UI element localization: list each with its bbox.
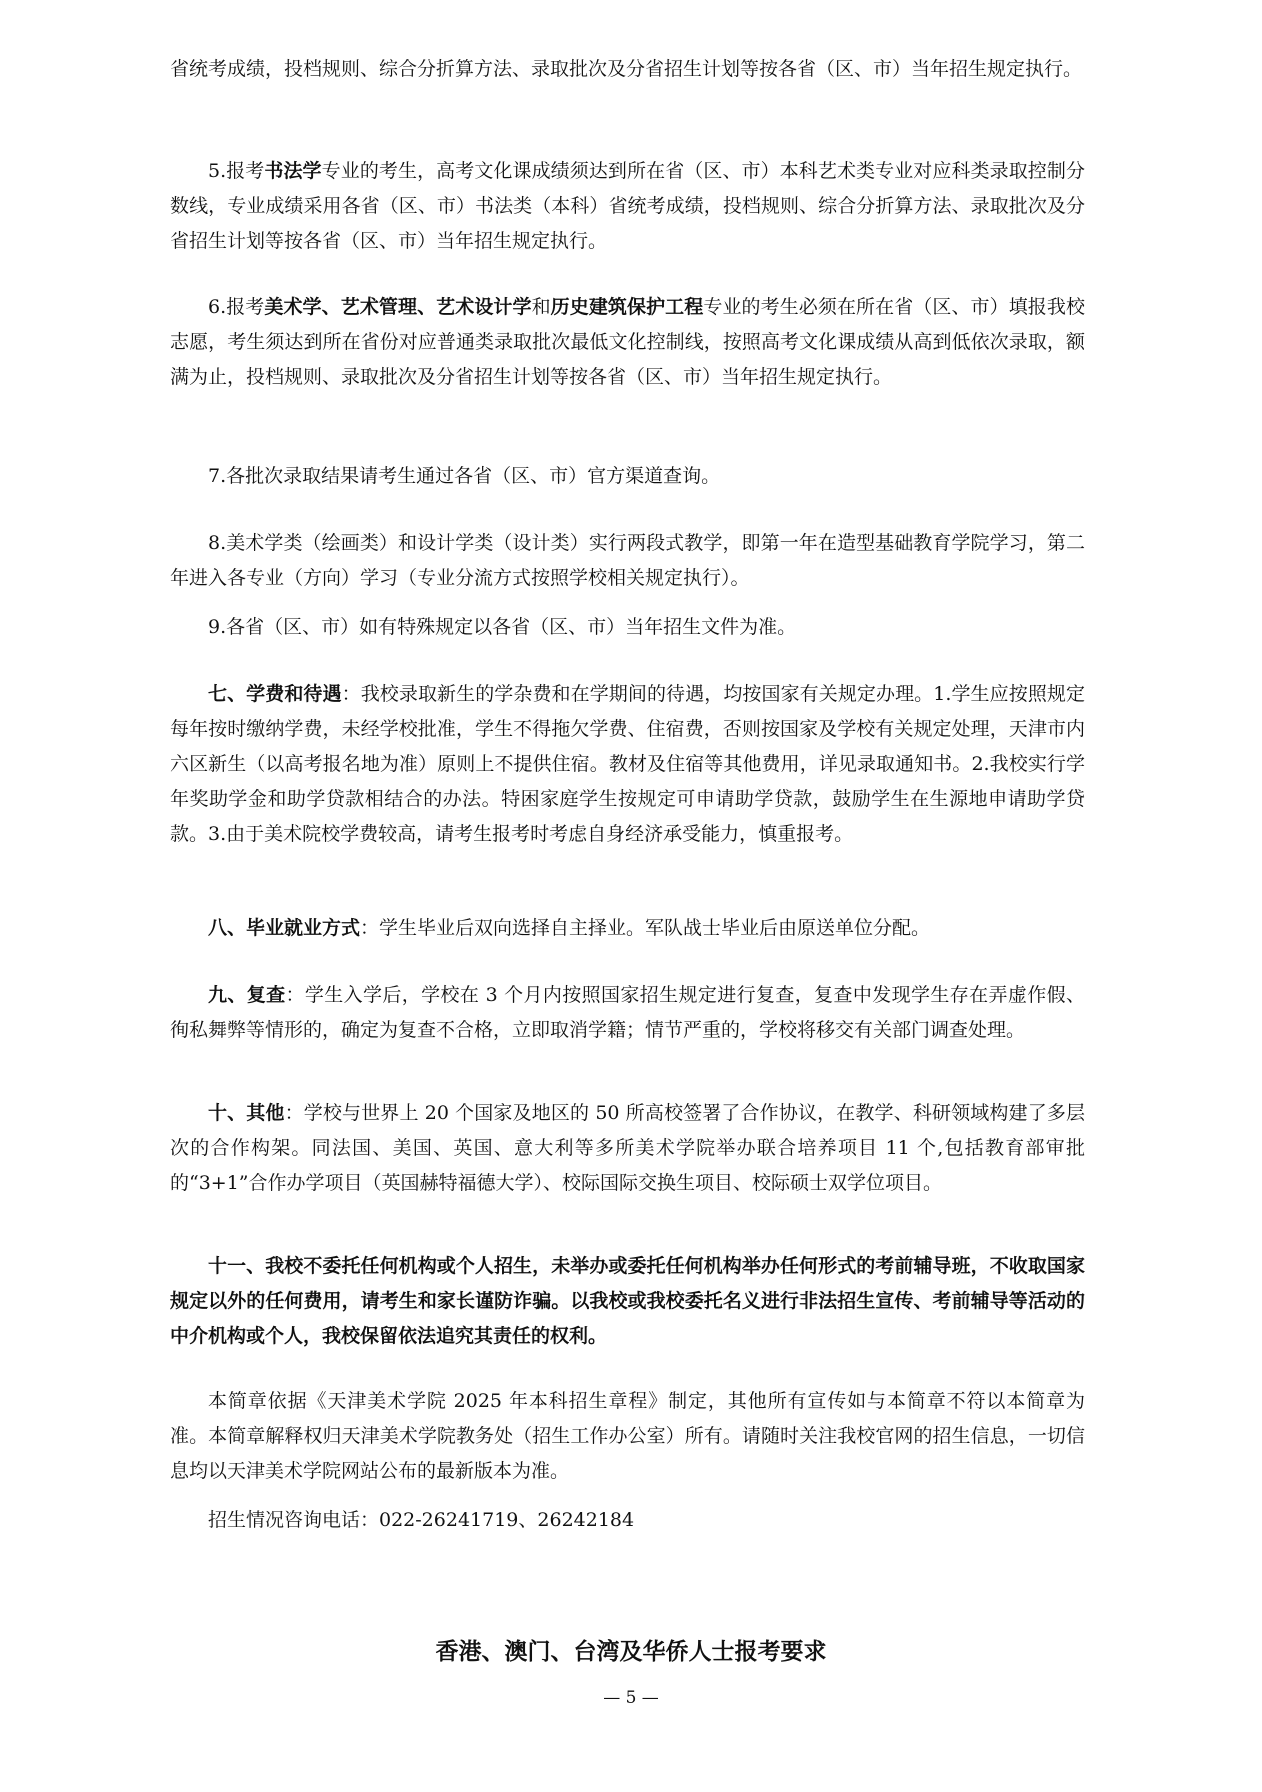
section-text: ：学生入学后，学校在 3 个月内按照国家招生规定进行复查，复查中发现学生存在弄虚作假、徇私舞弊等情形的，确定为复查不合格，立即取消学籍；情节严重的，学校将移交有关部门调查处理。 <box>170 984 1085 1041</box>
paragraph-text: 本简章依据《天津美术学院 2025 年本科招生章程》制定，其他所有宣传如与本简章不符以本简章为准。本简章解释权归天津美术学院教务处（招生工作办公室）所有。请随时关注我校官网的招生信息，一切信息均以天津美术学院网站公布的最新版本为准。 <box>170 1390 1085 1482</box>
section-employment <box>170 911 1085 946</box>
paragraph-note <box>170 1384 1085 1489</box>
paragraph-item-6 <box>170 290 1085 395</box>
paragraph-continuation <box>170 52 1085 87</box>
paragraph-text: 7.各批次录取结果请考生通过各省（区、市）官方渠道查询。 <box>208 465 721 487</box>
section-review <box>170 978 1085 1048</box>
section-tuition <box>170 677 1085 852</box>
section-anti-fraud <box>170 1249 1085 1354</box>
section-heading: 九、复查 <box>208 984 286 1006</box>
major-names-group: 美术学、艺术管理、艺术设计学 <box>264 296 532 318</box>
section-text: ：学生毕业后双向选择自主择业。军队战士毕业后由原送单位分配。 <box>360 917 931 939</box>
section-title: 香港、澳门、台湾及华侨人士报考要求 <box>435 1639 827 1665</box>
item-prefix: 6.报考 <box>208 296 265 318</box>
paragraph-item-5 <box>170 154 1085 259</box>
section-text: ：我校录取新生的学杂费和在学期间的待遇，均按国家有关规定办理。1.学生应按照规定每年按时缴纳学费，未经学校批准，学生不得拖欠学费、住宿费，否则按国家及学校有关规定处理，天津市内六区新生（以高考报名地为准）原则上不提供住宿。教材及住宿等其他费用，详见录取通知书。2.我校实行学年奖助学金和助学贷款相结合的办法。特困家庭学生按规定可申请助学贷款，鼓励学生在生源地申请助学贷款。3.由于美术院校学费较高，请考生报考时考虑自身经济承受能力，慎重报考。 <box>170 683 1085 845</box>
major-name-architecture: 历史建筑保护工程 <box>550 296 704 318</box>
paragraph-item-9 <box>170 610 1085 645</box>
paragraph-text: 9.各省（区、市）如有特殊规定以各省（区、市）当年招生文件为准。 <box>208 616 797 638</box>
major-name-calligraphy: 书法学 <box>264 160 322 182</box>
paragraph-item-7 <box>170 459 1085 494</box>
connector-text: 和 <box>531 296 551 318</box>
page-number: — 5 — <box>603 1688 659 1708</box>
paragraph-item-8 <box>170 526 1085 596</box>
paragraph-text: 8.美术学类（绘画类）和设计学类（设计类）实行两段式教学，即第一年在造型基础教育学院学习，第二年进入各专业（方向）学习（专业分流方式按照学校相关规定执行）。 <box>170 532 1085 589</box>
paragraph-text: 省统考成绩，投档规则、综合分折算方法、录取批次及分省招生计划等按各省（区、市）当年招生规定执行。 <box>170 58 1083 80</box>
section-text: 十一、我校不委托任何机构或个人招生，未举办或委托任何机构举办任何形式的考前辅导班，不收取国家规定以外的任何费用，请考生和家长谨防诈骗。以我校或我校委托名义进行非法招生宣传、考前辅导等活动的中介机构或个人，我校保留依法追究其责任的权利。 <box>170 1255 1085 1347</box>
paragraph-text: 招生情况咨询电话：022-26241719、26242184 <box>208 1509 635 1531</box>
paragraph-text: 专业的考生，高考文化课成绩须达到所在省（区、市）本科艺术类专业对应科类录取控制分数线，专业成绩采用各省（区、市）书法类（本科）省统考成绩，投档规则、综合分折算方法、录取批次及分省招生计划等按各省（区、市）当年招生规定执行。 <box>170 160 1085 252</box>
contact-phone <box>170 1503 1085 1538</box>
section-other <box>170 1096 1085 1201</box>
section-heading: 十、其他 <box>208 1102 285 1124</box>
section-heading: 七、学费和待遇 <box>208 683 342 705</box>
item-prefix: 5.报考 <box>208 160 265 182</box>
section-text: ：学校与世界上 20 个国家及地区的 50 所高校签署了合作协议，在教学、科研领域构建了多层次的合作构架。同法国、美国、英国、意大利等多所美术学院举办联合培养项目 11 个,包括教育部审批的“3+1”合作办学项目（英国赫特福德大学）、校际国际交换生项目、校际硕士双学位项目。 <box>170 1102 1085 1194</box>
paragraph-text: 专业的考生必须在所在省（区、市）填报我校志愿，考生须达到所在省份对应普通类录取批次最低文化控制线，按照高考文化课成绩从高到低依次录取，额满为止，投档规则、录取批次及分省招生计划等按各省（区、市）当年招生规定执行。 <box>170 296 1085 388</box>
section-heading: 八、毕业就业方式 <box>208 917 361 939</box>
